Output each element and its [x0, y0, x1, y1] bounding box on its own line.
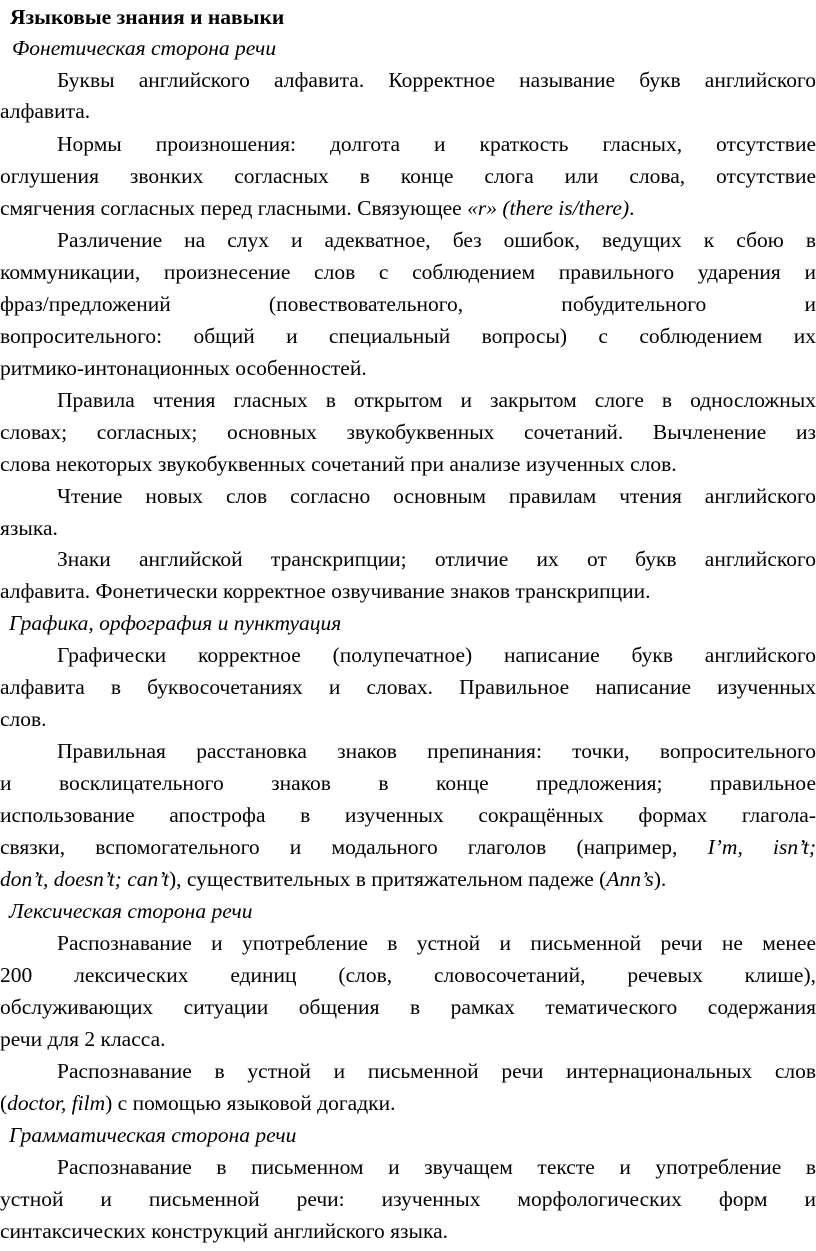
- section-heading-grammar: Грамматическая сторона речи: [9, 1123, 297, 1147]
- section-heading-phonetics: Фонетическая сторона речи: [12, 36, 277, 60]
- section-heading-graphics: Графика, орфография и пунктуация: [9, 611, 342, 635]
- document-title: Языковые знания и навыки: [10, 5, 285, 29]
- section-heading-lexical: Лексическая сторона речи: [9, 899, 253, 923]
- document-page: Языковые знания и навыки Фонетическая сторона речи Буквы английского алфавита. Корректное называние букв английского алфавита. Нормы произношения: долгота и краткость гласных, отсутствие оглушения звонких согласных в конце слога или слова, отсутствие смягчения согласных перед гласными. Связующее «r» (there is/there). Различение на слух и адекватное, без ошибок, ведущих к сбою в коммуникации, произнесение слов с соблюдением правильного ударения и фраз/предложений (повествовательного, побудительного и вопросительного: общий и специальный вопросы) с соблюдением их ритмико-интонационных особенностей. Правила чтения гласных в открытом и закрытом слоге в односложных словах; согласных; основных звукобуквенных сочетаний. Вычленение из слова некоторых звукобуквенных сочетаний при анализе изученных слов. Чтение новых слов согласно основным правилам чтения английского языка. Знаки английской транскрипции; отличие их от букв английского алфавита. Фонетически корректное озвучивание знаков транскрипции. Графика, орфография и пунктуация Графически корректное (полупечатное) написание букв английского алфавита в буквосочетаниях и словах. Правильное написание изученных слов. Правильная расстановка знаков препинания: точки, вопросительного и восклицательного знаков в конце предложения; правильное использование апострофа в изученных сокращённых формах глагола- связки, вспомогательного и модального глаголов (например, I’m, isn’t; don’t, doesn’t; can’t), существительных в притяжательном падеже (Ann’s). Лексическая сторона речи Распознавание и употребление в устной и письменной речи не менее 200 лексических единиц (слов, словосочетаний, речевых клише), обслуживающих ситуации общения в рамках тематического содержания речи для 2 класса. Распознавание в устной и письменной речи интернациональных слов (doctor, film) с помощью языковой догадки. Грамматическая сторона речи Распознавание в письменном и звучащем тексте и употребление в устной и письменной речи: изученных морфологических форм и синтаксических конструкций английского языка.: [0, 0, 816, 1251]
